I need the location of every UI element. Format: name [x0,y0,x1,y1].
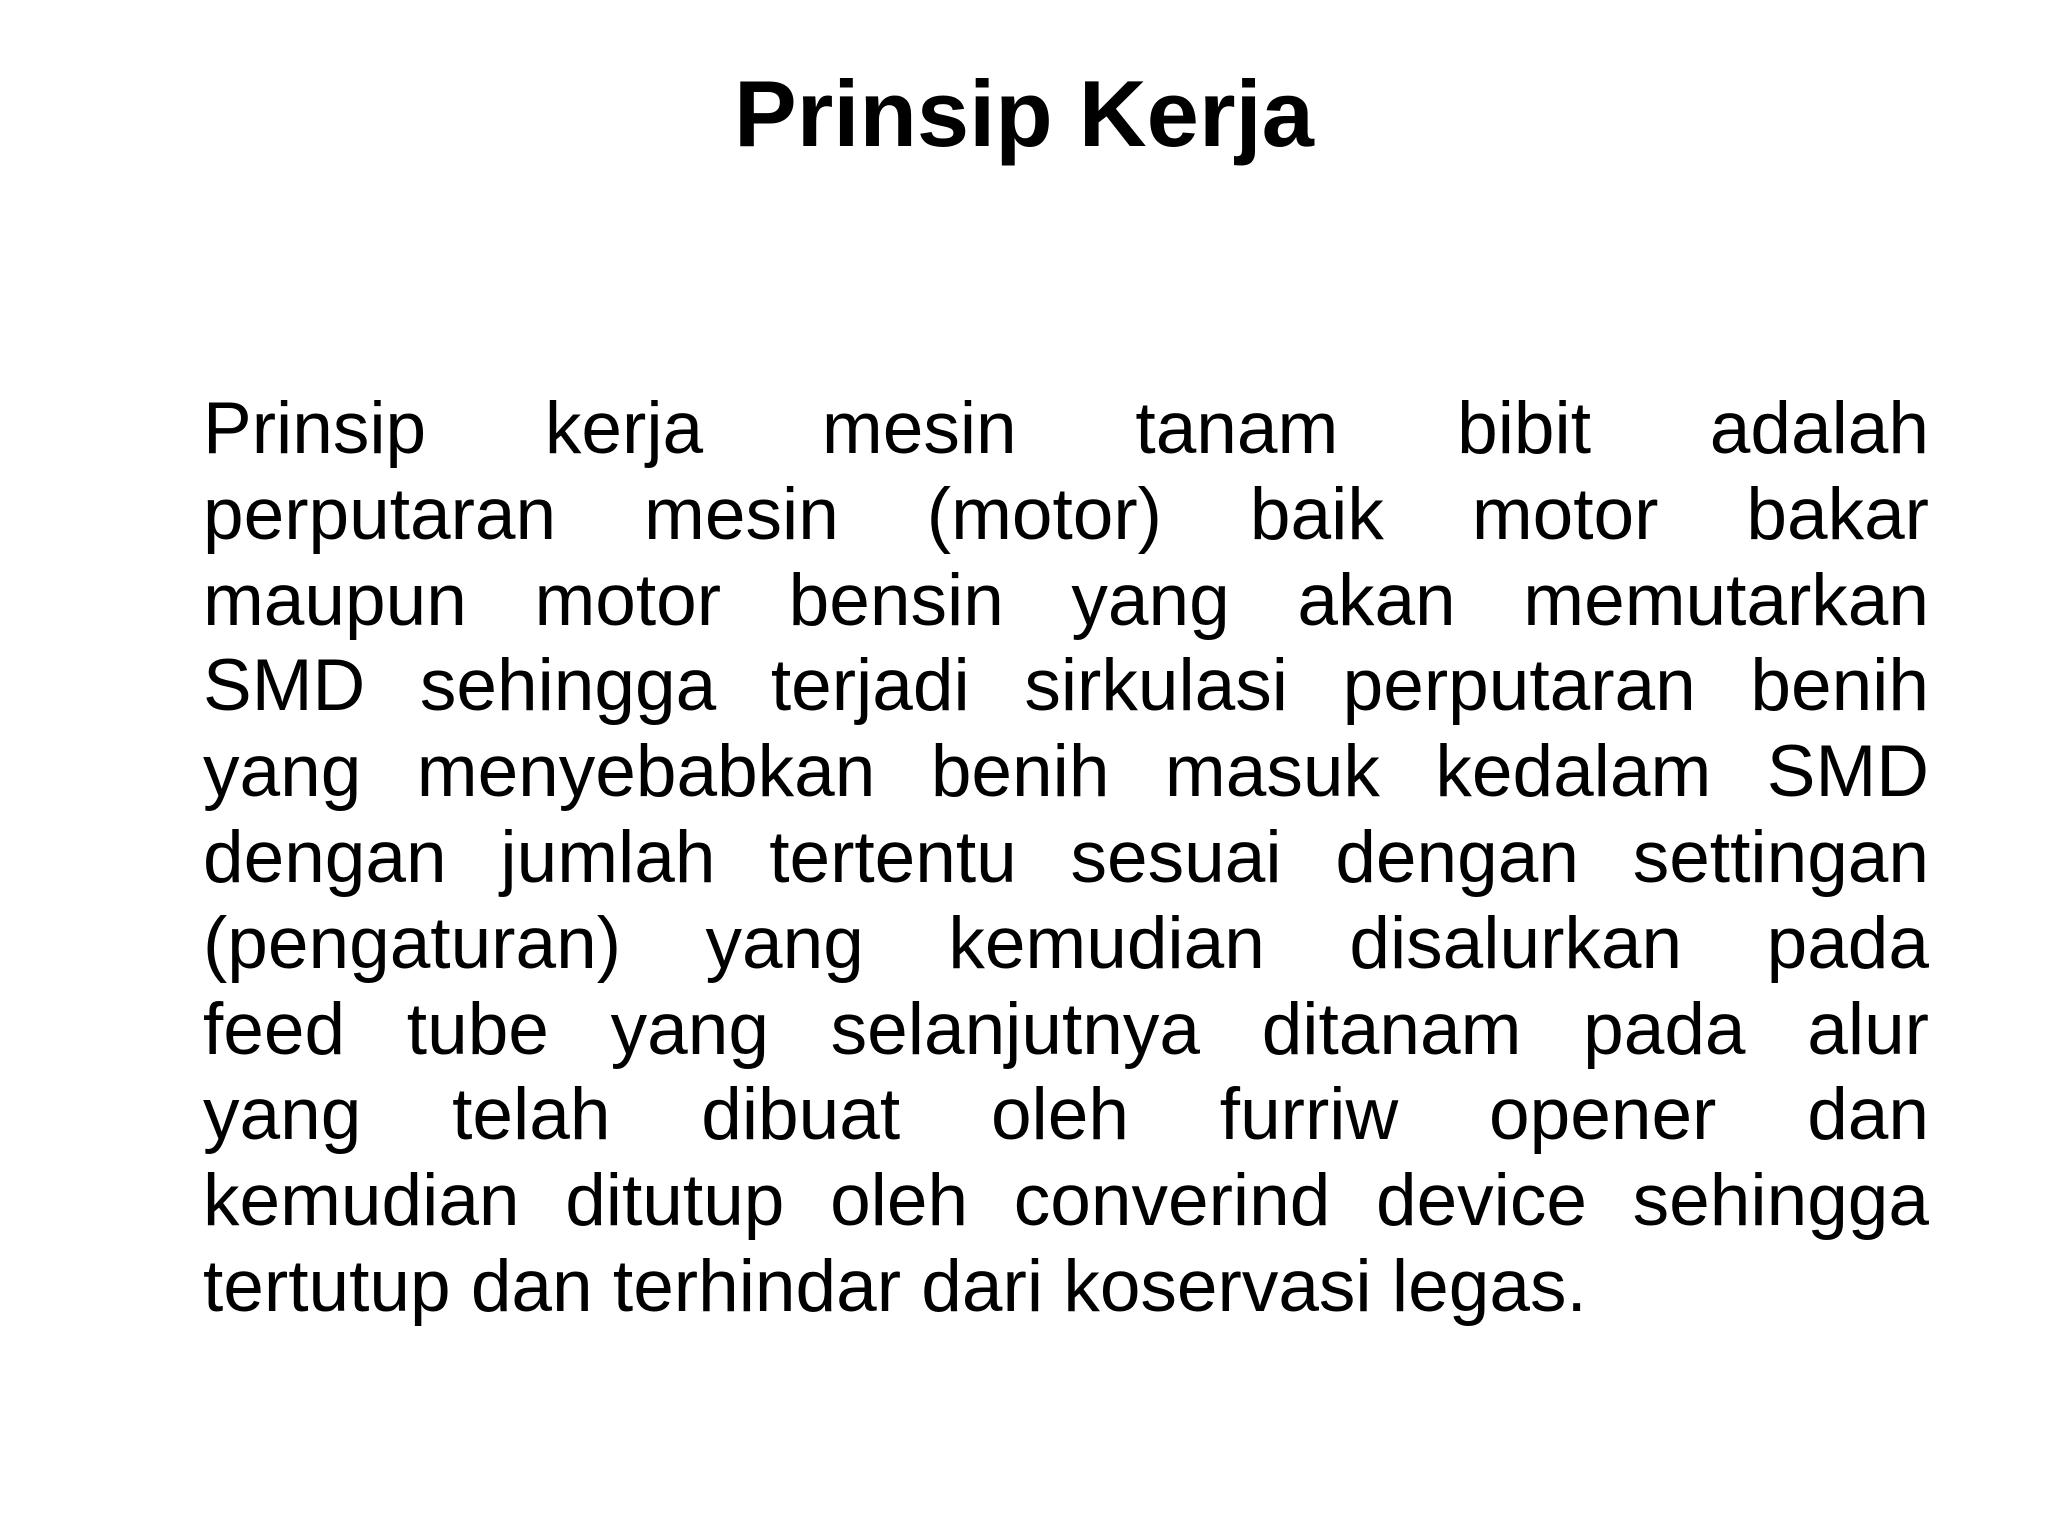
slide-title: Prinsip Kerja [734,61,1314,166]
paragraph-line: yang telah dibuat oleh furriw opener dan [203,1074,1929,1156]
paragraph-line: SMD sehingga terjadi sirkulasi perputaran benih [203,645,1929,727]
paragraph-line: maupun motor bensin yang akan memutarkan [203,559,1929,641]
paragraph-line: perputaran mesin (motor) baik motor bakar [203,473,1929,555]
slide-body-paragraph [203,386,1929,1330]
paragraph-line: feed tube yang selanjutnya ditanam pada alur [203,988,1929,1070]
paragraph-line: kemudian ditutup oleh converind device sehingga [203,1160,1929,1242]
paragraph-line: Prinsip kerja mesin tanam bibit adalah [203,388,1929,469]
paragraph-line: dengan jumlah tertentu sesuai dengan settingan [203,816,1929,898]
paragraph-line: yang menyebabkan benih masuk kedalam SMD [203,731,1929,813]
paragraph-line-last: tertutup dan terhindar dari koservasi legas. [203,1245,1587,1327]
paragraph-line: (pengaturan) yang kemudian disalurkan pada [203,902,1929,984]
